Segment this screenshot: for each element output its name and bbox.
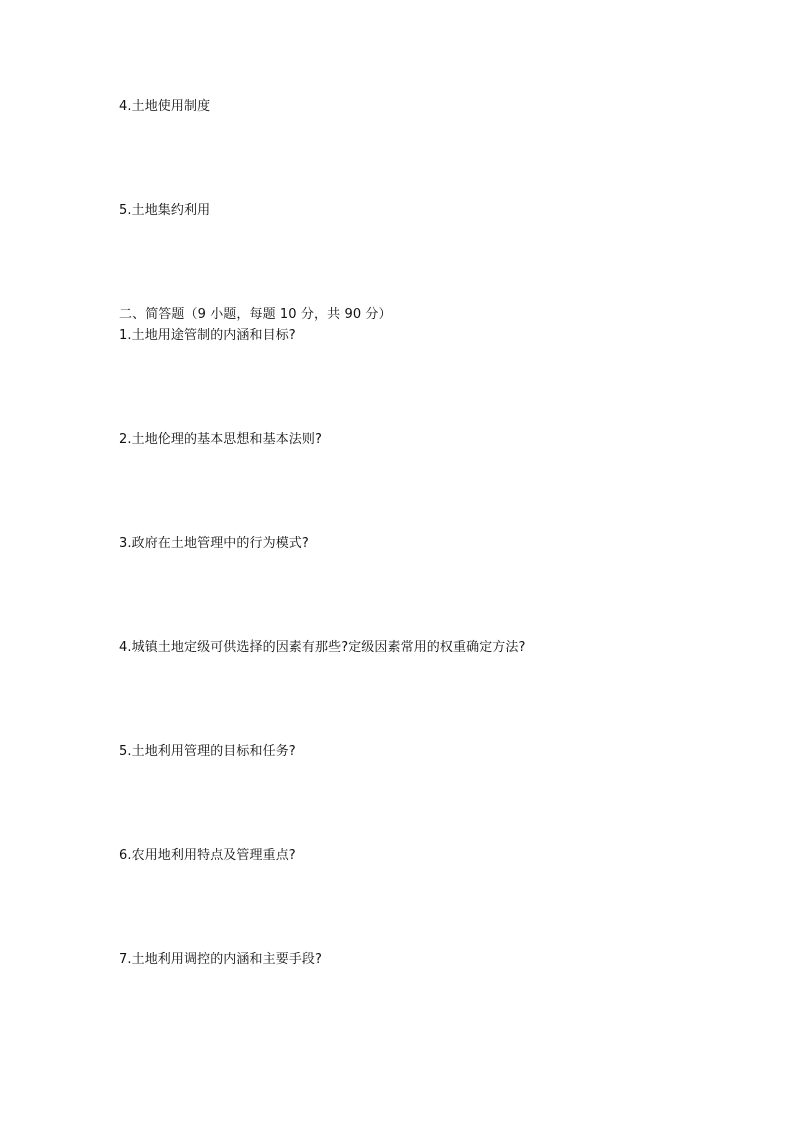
term-4: 4.土地使用制度 (119, 99, 211, 114)
section-heading: 二、简答题（9 小题，每题 10 分，共 90 分） (119, 307, 392, 322)
term-5: 5.土地集约利用 (119, 203, 211, 218)
question-5: 5.土地利用管理的目标和任务? (119, 744, 296, 759)
question-3: 3.政府在土地管理中的行为模式? (119, 536, 309, 551)
question-2: 2.土地伦理的基本思想和基本法则? (119, 432, 323, 447)
question-6: 6.农用地利用特点及管理重点? (119, 848, 296, 863)
question-7: 7.土地利用调控的内涵和主要手段? (119, 952, 323, 967)
question-4: 4.城镇土地定级可供选择的因素有那些?定级因素常用的权重确定方法? (119, 640, 526, 655)
question-1: 1.土地用途管制的内涵和目标? (119, 328, 296, 343)
